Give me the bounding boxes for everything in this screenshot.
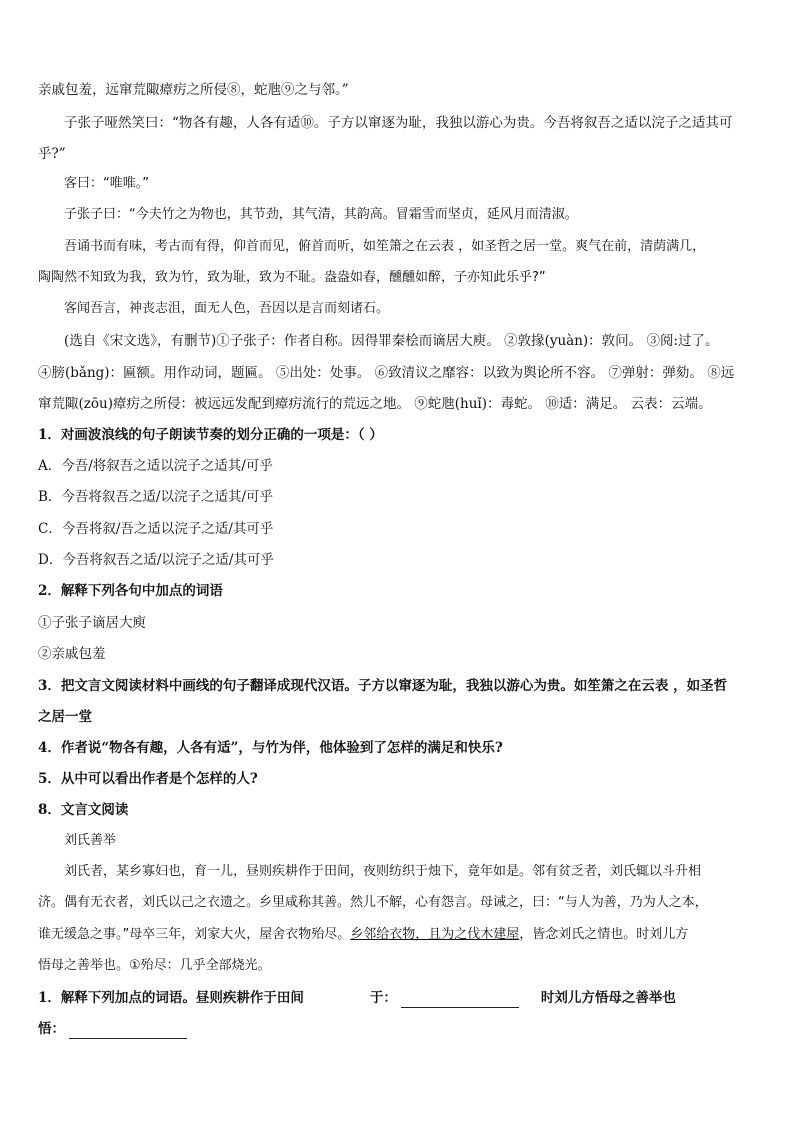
text-segment: ，皆念刘氏之情也。时刘儿方 — [519, 927, 689, 942]
option-c: C．今吾将叙/吾之适以浣子之适/其可乎 — [38, 521, 274, 537]
passage-title: 刘氏善举 — [64, 833, 117, 848]
text-line: 吾诵书而有味，考古而有得，仰首而见，俯首而听，如笙箫之在云表 ，如圣哲之居一堂。爽气在前，清荫满几， — [64, 239, 706, 254]
section-title: 8．文言文阅读 — [38, 802, 129, 818]
text-line: 济。偶有无衣者，刘氏以己之衣遗之。乡里咸称其善。然儿不解，心有怨言。母诫之，曰：“与人为善，乃为人之本， — [38, 895, 708, 910]
question-text: 1．解释下列加点的词语。昼则疾耕作于田间 — [38, 990, 304, 1006]
blank-label: 于： — [369, 990, 397, 1006]
answer-blank[interactable] — [69, 1024, 187, 1039]
text-line: 亲戚包羞，远窜荒陬瘴疠之所侵⑧，蛇虺⑨之与邻。” — [38, 82, 349, 98]
text-line: 子张子曰：“今夫竹之为物也，其节劲，其气清，其韵高。冒霜雪而坚贞，延风月而清淑。 — [64, 207, 578, 222]
text-line: ②亲戚包羞 — [38, 646, 106, 662]
text-line — [38, 925, 758, 945]
question-text: 时刘儿方悟母之善举也 — [540, 990, 676, 1006]
text-line: 悟母之善举也。①殆尽：几乎全部烧光。 — [38, 958, 271, 973]
blank-label: 悟： — [38, 1021, 65, 1037]
footnote-line: ④膀(bǎng)：匾额。用作动词，题匾。 ⑤出处：处事。 ⑥致清议之靡容：以致为舆论所不容。 ⑦弹射：弹劾。 ⑧远 — [38, 365, 735, 381]
option-b: B．今吾将叙吾之适/以浣子之适其/可乎 — [38, 489, 274, 505]
text-line: 乎?” — [38, 146, 66, 162]
text-segment: 谁无缓急之事。”母卒三年，刘家大火，屋舍衣物殆尽。 — [38, 927, 351, 942]
text-line: ①子张子谪居大庾 — [38, 615, 146, 631]
footnote-line: 窜荒陬(zōu)瘴疠之所侵：被远远发配到瘴疠流行的荒远之地。 ⑨蛇虺(huǐ)：毒蛇。 ⑩适：满足。 云表：云端。 — [38, 396, 712, 412]
text-line: 陶陶然不知致为我，致为竹，致为耻，致为不耻。盎盎如春，醺醺如醉，子亦知此乐乎?” — [38, 270, 546, 285]
text-line: 之居一堂 — [38, 709, 92, 725]
text-line: 子张子哑然笑曰：“物各有趣，人各有适⑩。子方以窜逐为耻，我独以游心为贵。今吾将叙吾之适以浣子之适其可 — [64, 115, 733, 131]
question-5: 5．从中可以看出作者是个怎样的人? — [38, 771, 258, 787]
footnote-line: (选自《宋文选》，有删节)①子张子：作者自称。因得罪秦桧而谪居大庾。 ②敦掾(yuàn)：敦问。 ③阅:过了。 — [64, 333, 719, 349]
underlined-sentence: 乡邻给衣物，且为之伐木建屋 — [350, 927, 520, 942]
question-1: 1．对画波浪线的句子朗读节奏的划分正确的一项是：（ ） — [38, 427, 383, 443]
question-2: 2．解释下列各句中加点的词语 — [38, 583, 223, 599]
option-a: A．今吾/将叙吾之适以浣子之适其/可乎 — [38, 458, 273, 474]
text-line — [38, 1019, 758, 1039]
text-line: 刘氏者，某乡寡妇也，育一儿，昼则疾耕作于田间，夜则纺织于烛下，竟年如是。邻有贫乏者，刘氏辄以斗升相 — [64, 864, 702, 879]
answer-blank[interactable] — [401, 993, 519, 1008]
question-4: 4．作者说“物各有趣，人各有适”，与竹为伴，他体验到了怎样的满足和快乐? — [38, 740, 503, 756]
text-line: 客闻吾言，神丧志沮，面无人色，吾因以是言而刻诸石。 — [64, 301, 390, 316]
question-1b — [38, 988, 758, 1008]
question-3: 3．把文言文阅读材料中画线的句子翻译成现代汉语。子方以窜逐为耻，我独以游心为贵。如笙箫之在云表 ，如圣哲 — [38, 678, 728, 694]
option-d: D．今吾将叙吾之适/以浣子之适/其可乎 — [38, 552, 274, 568]
text-line: 客曰：“唯唯。” — [64, 176, 149, 191]
